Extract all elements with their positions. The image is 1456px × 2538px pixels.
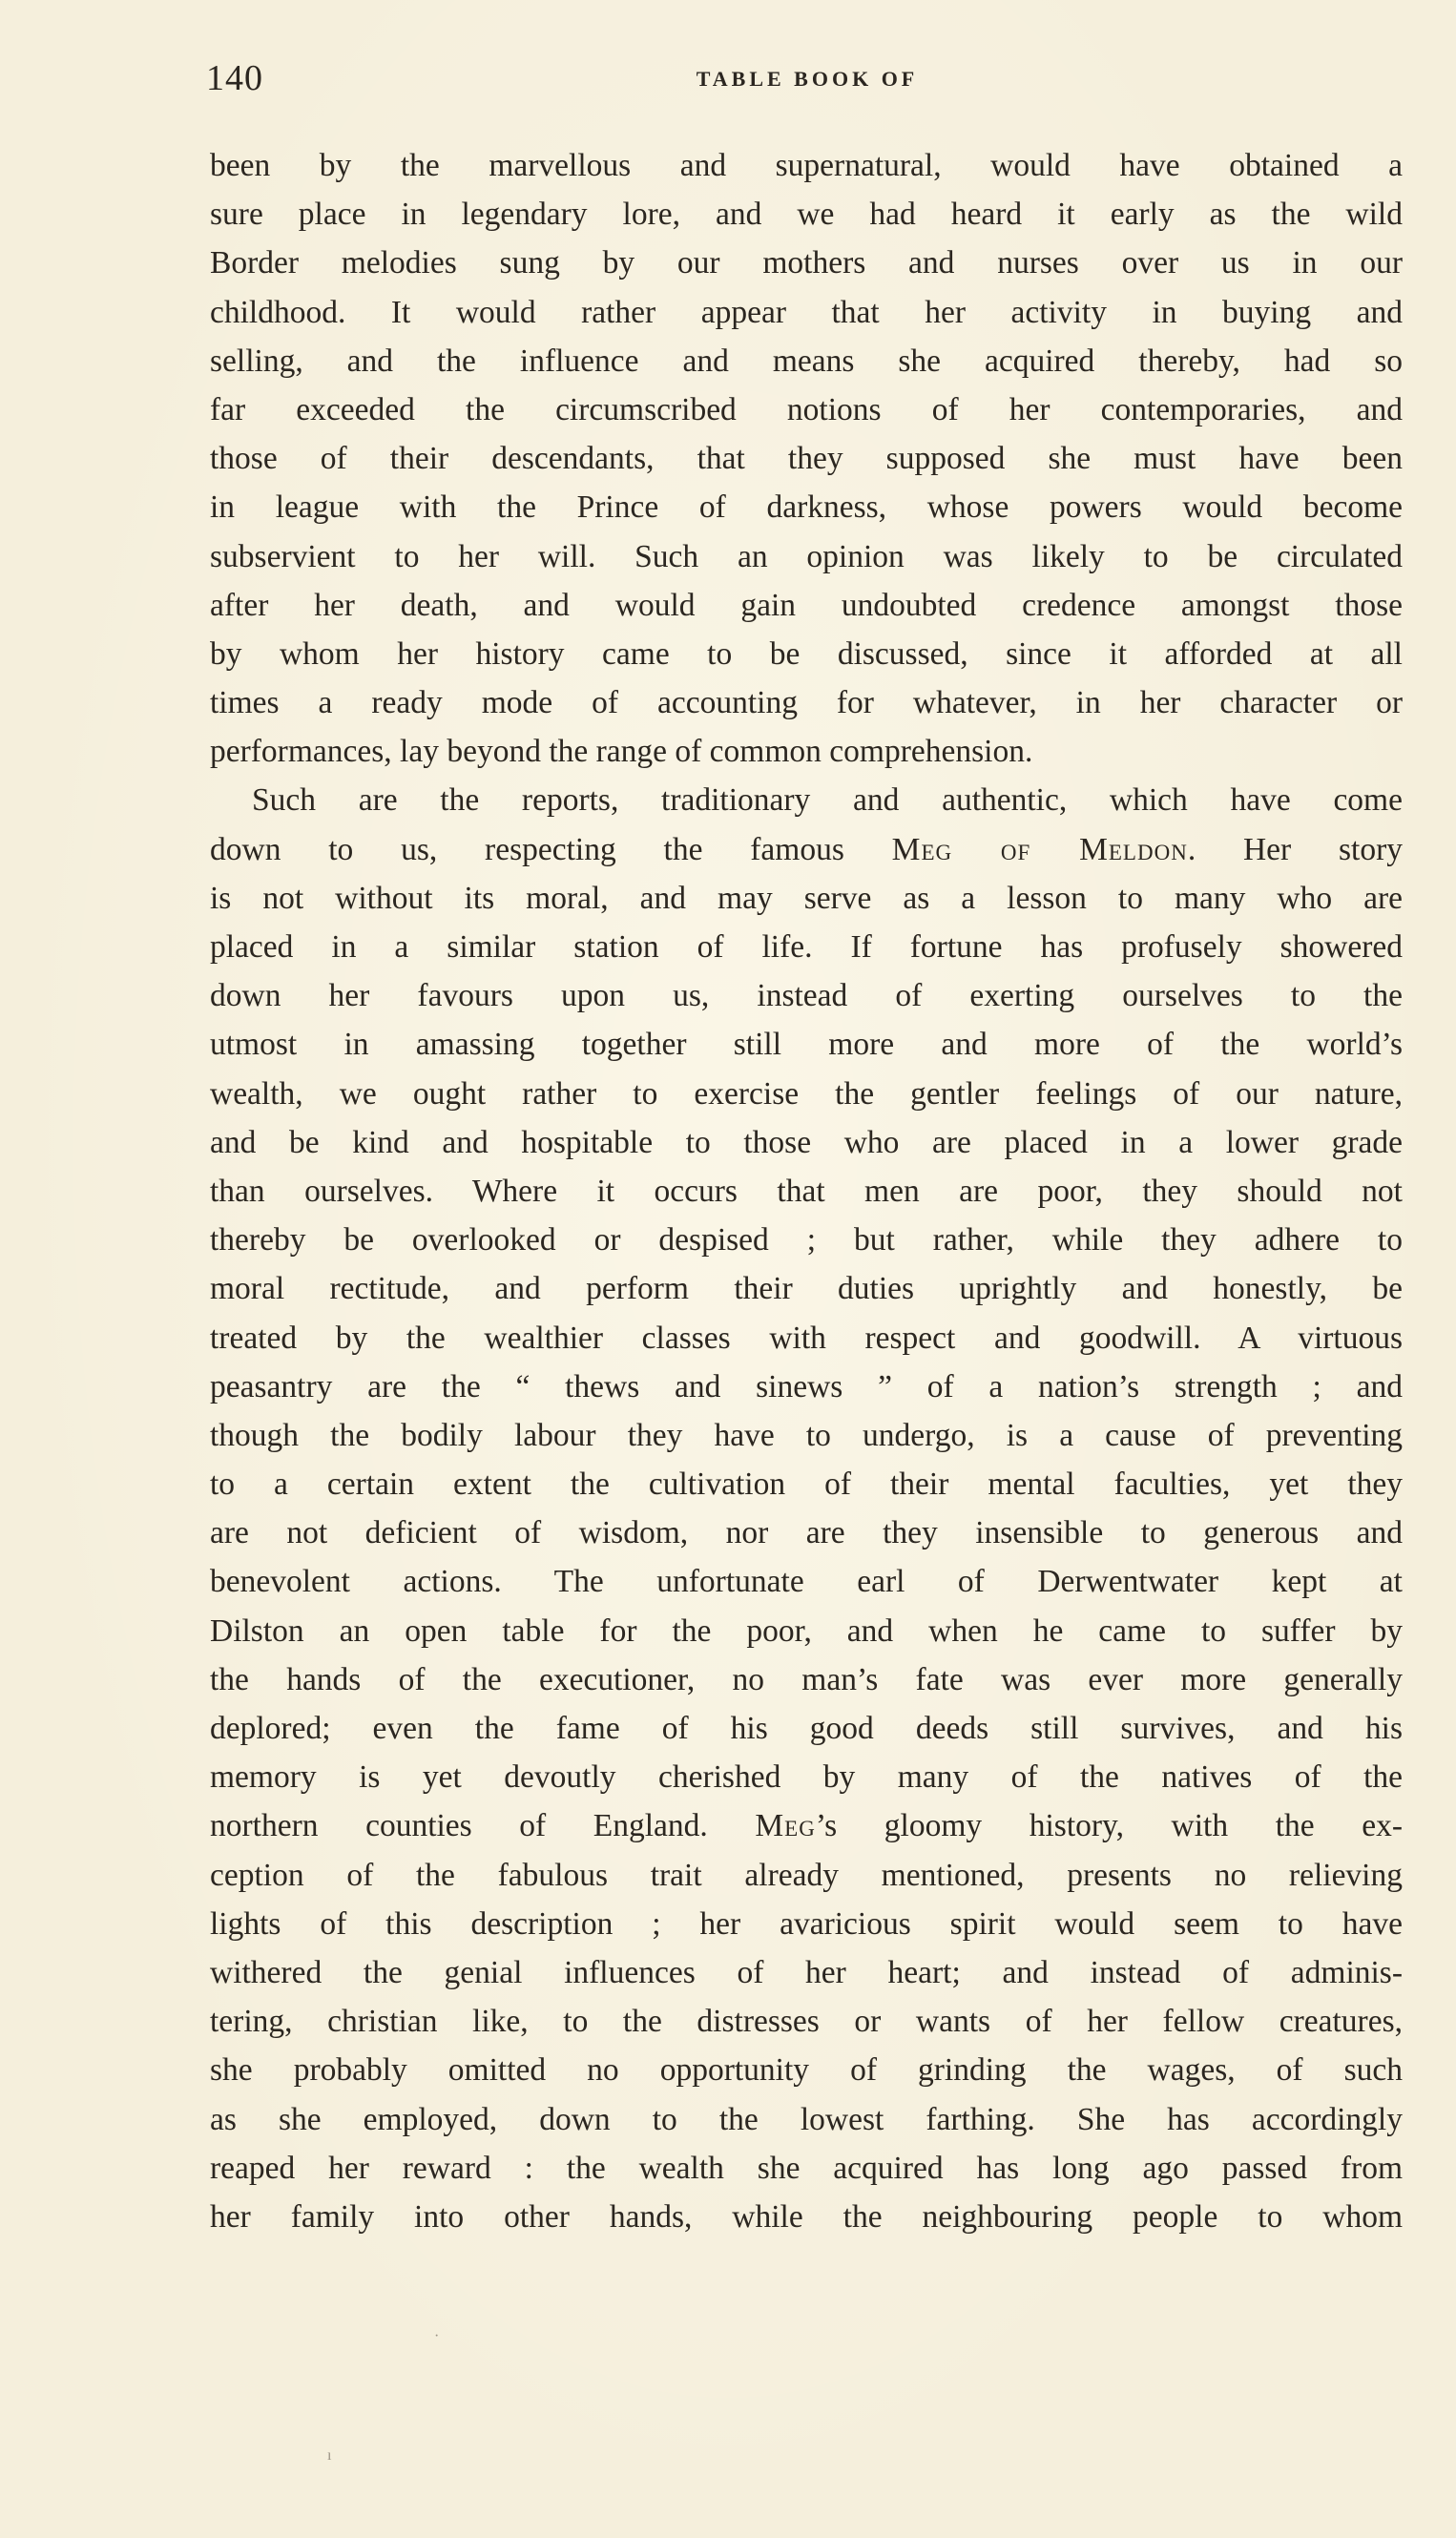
text-line: performances, lay beyond the range of common comprehension.	[210, 734, 1033, 770]
text-line: deplored; even the fame of his good deeds still survives, and his	[210, 1711, 1403, 1746]
paper-speck: ı	[327, 2447, 332, 2464]
text-line: far exceeded the circumscribed notions of her contemporaries, and	[210, 391, 1403, 427]
text-line: by whom her history came to be discussed, since it afforded at all	[210, 635, 1403, 672]
text-line: moral rectitude, and perform their duties uprightly and honestly, be	[210, 1271, 1403, 1307]
text-line: wealth, we ought rather to exercise the gentler feelings of our nature,	[210, 1075, 1403, 1112]
text-line: withered the genial influences of her heart; and instead of adminis-	[210, 1954, 1403, 1990]
text-line: her family into other hands, while the neighbouring people to whom	[210, 2198, 1403, 2235]
text-line: down to us, respecting the famous Meg of Meldon. Her story	[210, 831, 1403, 867]
text-line: subservient to her will. Such an opinion was likely to be circulated	[210, 538, 1403, 574]
text-line: tering, christian like, to the distresses or wants of her fellow creatures,	[210, 2004, 1403, 2040]
text-line: as she employed, down to the lowest farthing. She has accordingly	[210, 2101, 1403, 2137]
text-line: benevolent actions. The unfortunate earl of Derwentwater kept at	[210, 1564, 1403, 1600]
text-line: memory is yet devoutly cherished by many of the natives of the	[210, 1759, 1403, 1796]
text-line: thereby be overlooked or despised ; but rather, while they adhere to	[210, 1222, 1403, 1259]
meg-of-meldon-name: Meg of Meldon	[891, 831, 1188, 867]
text-line: and be kind and hospitable to those who are placed in a lower grade	[210, 1124, 1403, 1160]
text-line: down her favours upon us, instead of exerting ourselves to the	[210, 978, 1403, 1014]
text-line: ception of the fabulous trait already mentioned, presents no relieving	[210, 1857, 1403, 1893]
text-line: in league with the Prince of darkness, whose powers would become	[210, 489, 1403, 526]
paper-speck: ·	[434, 2328, 440, 2344]
text-line: Border melodies sung by our mothers and nurses over us in our	[210, 245, 1403, 281]
text-line: she probably omitted no opportunity of grinding the wages, of such	[210, 2052, 1403, 2089]
text-line: Dilston an open table for the poor, and when he came to suffer by	[210, 1612, 1403, 1649]
text-line: peasantry are the “ thews and sinews ” of a nation’s strength ; and	[210, 1368, 1403, 1404]
running-head	[206, 57, 1408, 114]
text-line: selling, and the influence and means she acquired thereby, had so	[210, 343, 1403, 379]
text-line: reaped her reward : the wealth she acquired has long ago passed from	[210, 2150, 1403, 2186]
text-line: those of their descendants, that they supposed she must have been	[210, 441, 1403, 477]
text-line: times a ready mode of accounting for whatever, in her character or	[210, 685, 1403, 721]
text-line: to a certain extent the cultivation of their mental faculties, yet they	[210, 1467, 1403, 1503]
text-line: childhood. It would rather appear that her activity in buying and	[210, 294, 1403, 330]
text-line: is not without its moral, and may serve as a lesson to many who are	[210, 880, 1403, 916]
text-line: are not deficient of wisdom, nor are they insensible to generous and	[210, 1515, 1403, 1551]
text-line: treated by the wealthier classes with respect and goodwill. A virtuous	[210, 1320, 1403, 1356]
text-line: after her death, and would gain undoubted credence amongst those	[210, 587, 1403, 623]
text-line: though the bodily labour they have to undergo, is a cause of preventing	[210, 1417, 1403, 1453]
text-line: been by the marvellous and supernatural, would have obtained a	[210, 148, 1403, 183]
text-line: northern counties of England. Meg’s gloomy history, with the ex-	[210, 1808, 1403, 1844]
text-line: utmost in amassing together still more and more of the world’s	[210, 1027, 1403, 1063]
text-line: the hands of the executioner, no man’s fate was ever more generally	[210, 1661, 1403, 1697]
running-title: TABLE BOOK OF	[696, 67, 919, 91]
body-text	[210, 141, 1403, 2241]
text-line-paragraph-start: Such are the reports, traditionary and authentic, which have come	[252, 782, 1403, 819]
text-line: placed in a similar station of life. If fortune has profusely showered	[210, 929, 1403, 965]
meg-name: Meg	[755, 1808, 816, 1844]
text-line: lights of this description ; her avaricious spirit would seem to have	[210, 1905, 1403, 1942]
text-line: sure place in legendary lore, and we had heard it early as the wild	[210, 197, 1403, 233]
page-number: 140	[206, 58, 263, 98]
text-line: than ourselves. Where it occurs that men are poor, they should not	[210, 1173, 1403, 1209]
